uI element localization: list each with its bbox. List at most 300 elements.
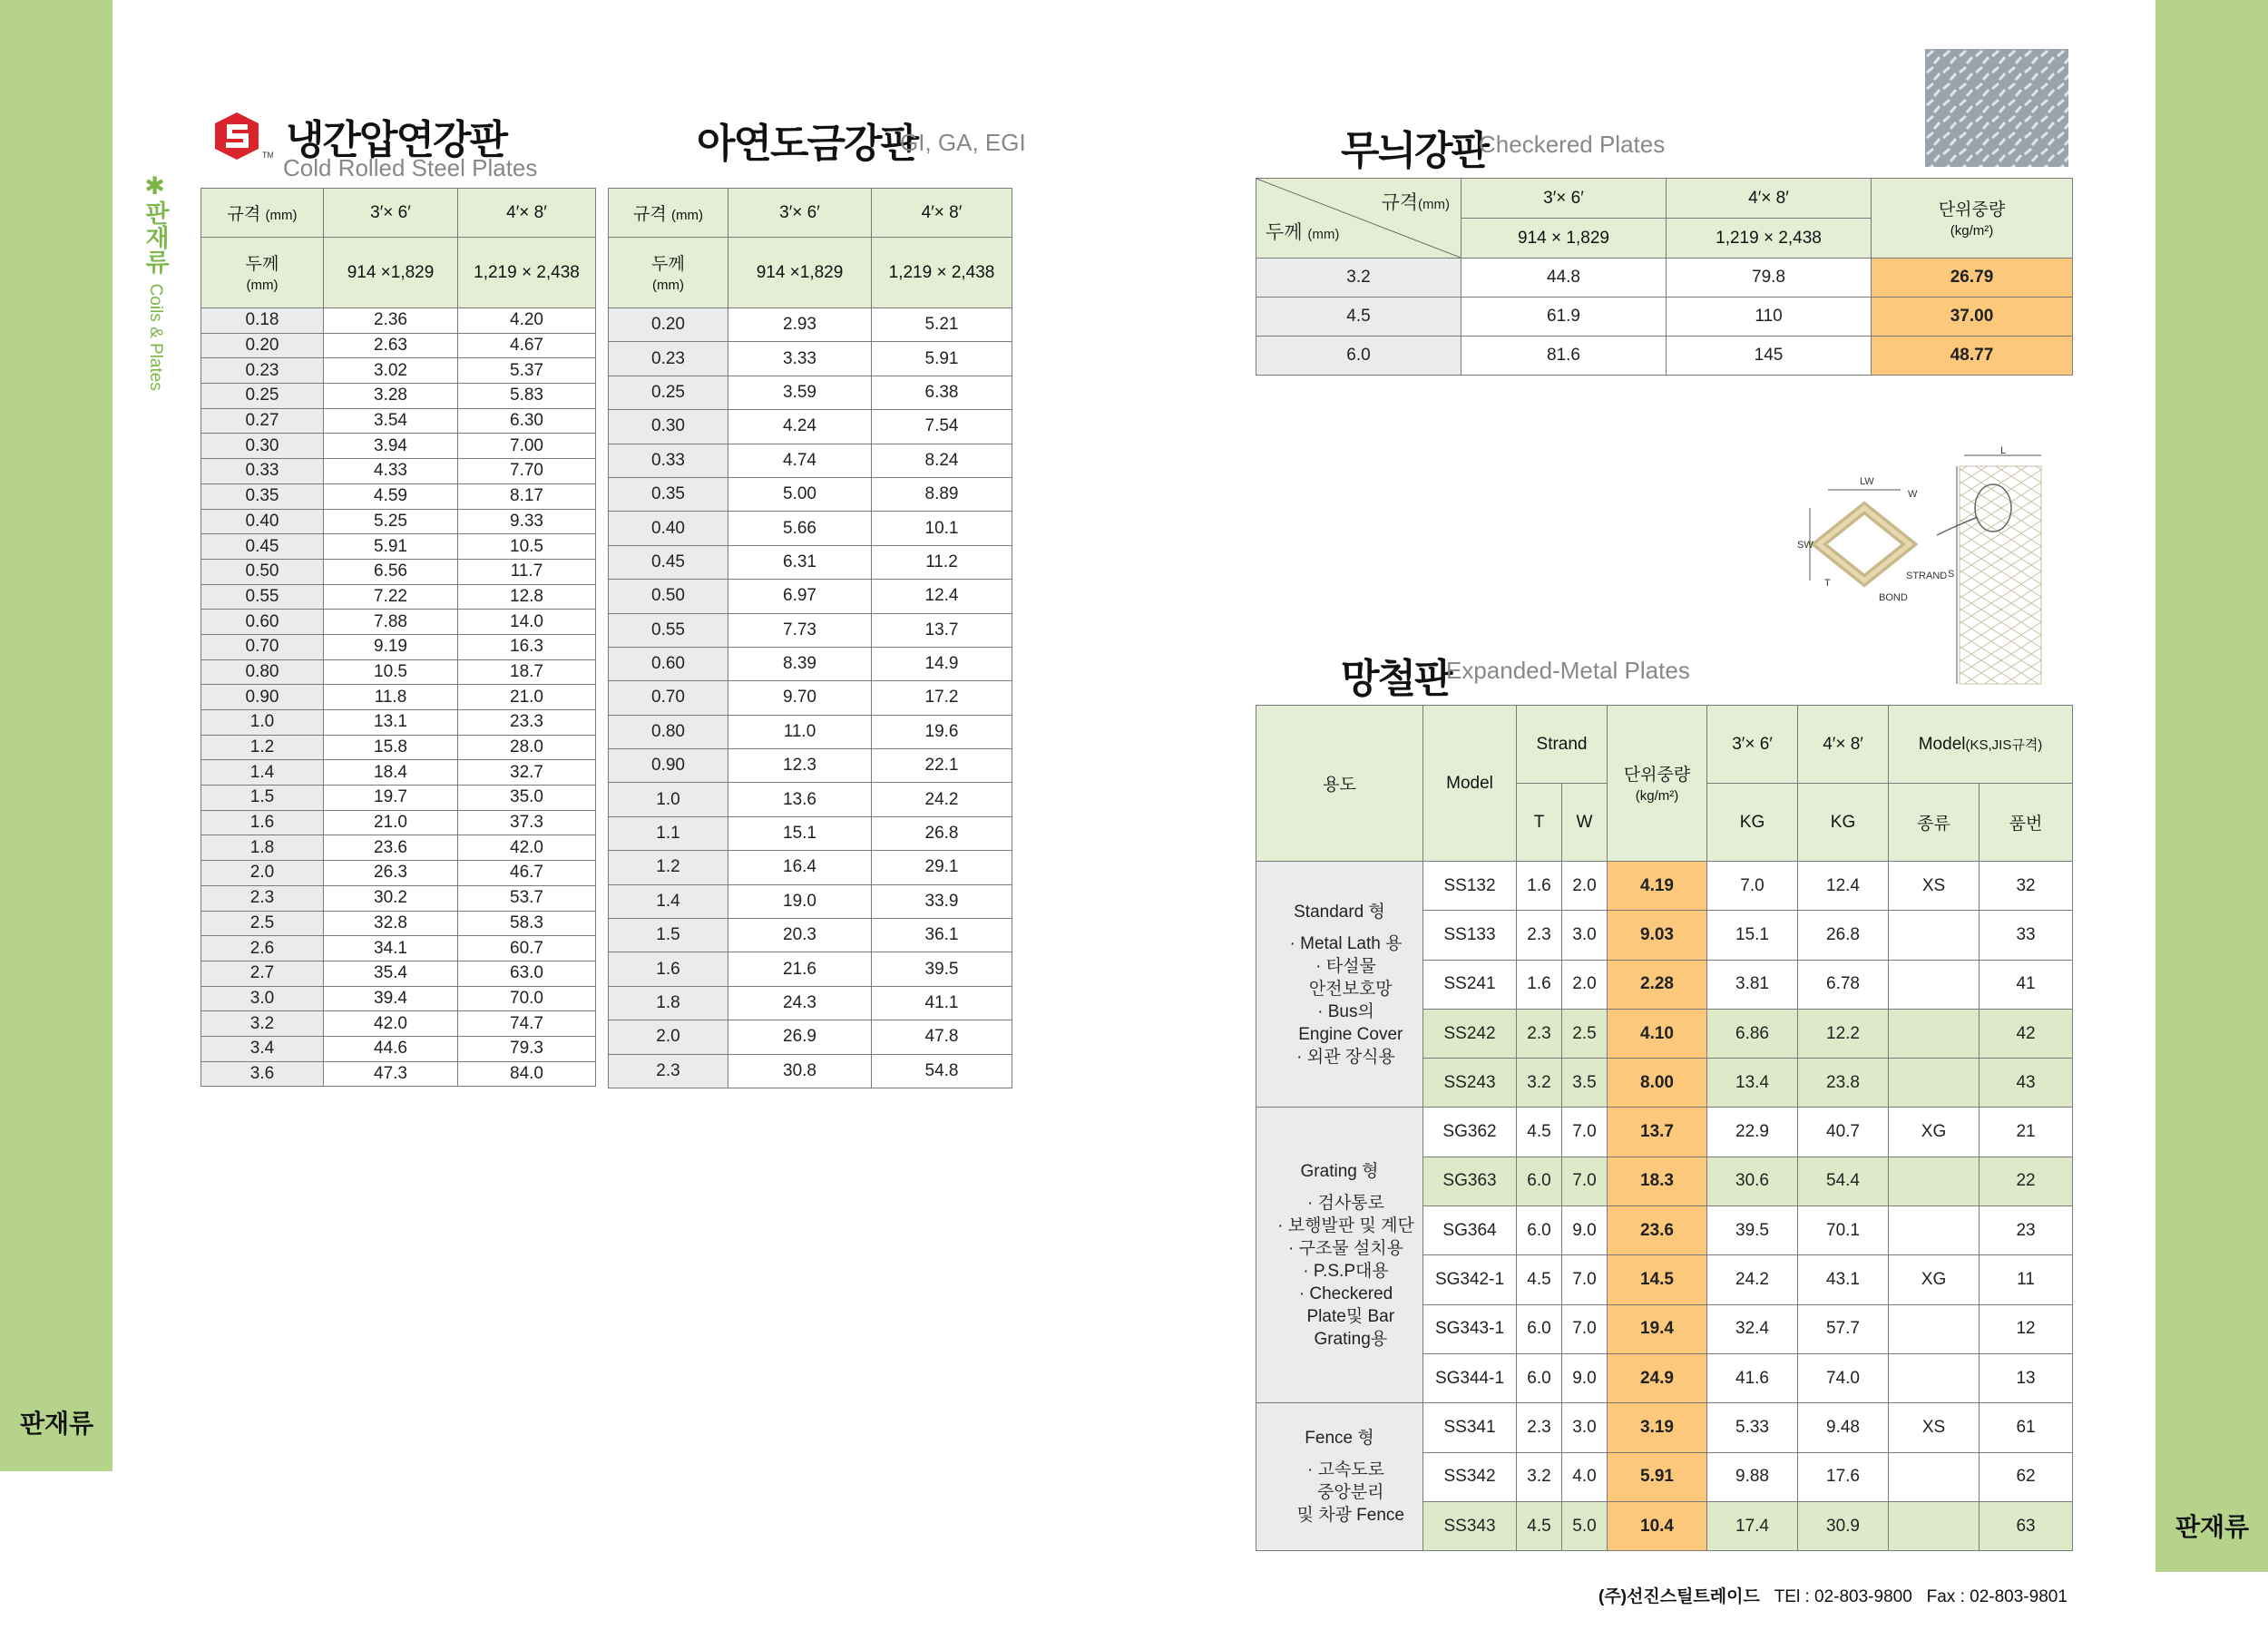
weight-4x8-cell: 13.7 [872, 613, 1012, 647]
kind-cell: XS [1889, 1403, 1980, 1452]
strand-t-cell: 1.6 [1517, 960, 1562, 1009]
use-group-line: 중앙분리 [1307, 1483, 1384, 1503]
thickness-cell: 0.23 [609, 342, 728, 376]
table-row [201, 459, 596, 484]
strand-w-cell: 3.0 [1562, 1403, 1608, 1452]
table-row [201, 610, 596, 635]
weight-3x6-cell: 15.8 [324, 735, 458, 760]
weight-3x6-cell: 15.1 [728, 816, 872, 850]
table-row [1256, 1403, 2073, 1452]
part-no-cell: 22 [1980, 1157, 2073, 1205]
weight-3x6-cell: 12.3 [728, 749, 872, 783]
thickness-cell: 0.80 [201, 659, 324, 685]
weight-3x6-cell: 26.3 [324, 861, 458, 886]
unit-weight-cell: 8.00 [1608, 1059, 1707, 1108]
use-group-line: · 타설물 [1315, 956, 1376, 976]
weight-3x6-cell: 16.4 [728, 851, 872, 884]
thickness-cell: 0.25 [609, 376, 728, 409]
weight-4x8-cell: 5.83 [458, 384, 596, 409]
weight-4x8-cell: 33.9 [872, 884, 1012, 918]
header-size-4x8: 4′× 8′ [458, 189, 596, 238]
kg-4x8-cell: 70.1 [1798, 1206, 1889, 1255]
part-no-cell: 41 [1980, 960, 2073, 1009]
kg-3x6-cell: 30.6 [1707, 1157, 1798, 1205]
model-cell: SS243 [1423, 1059, 1517, 1108]
table-row [201, 559, 596, 584]
weight-4x8-cell: 36.1 [872, 919, 1012, 952]
svg-text:TM: TM [262, 151, 273, 160]
header-unit-weight: 단위중량 (kg/m²) [1872, 179, 2073, 259]
thickness-cell: 1.6 [201, 810, 324, 835]
unit-weight-cell: 4.19 [1608, 862, 1707, 911]
unit-weight-cell: 37.00 [1872, 298, 2073, 337]
table-row [609, 952, 1012, 986]
thickness-cell: 0.30 [609, 410, 728, 444]
weight-3x6-cell: 26.9 [728, 1020, 872, 1054]
part-no-cell: 63 [1980, 1501, 2073, 1550]
header-dim-2: 1,219 × 2,438 [872, 238, 1012, 308]
weight-3x6-cell: 6.56 [324, 559, 458, 584]
weight-4x8-cell: 14.0 [458, 610, 596, 635]
kind-cell [1889, 1009, 1980, 1058]
galvanized-title: 아연도금강판 [697, 122, 918, 166]
part-no-cell: 32 [1980, 862, 2073, 911]
weight-4x8-cell: 18.7 [458, 659, 596, 685]
header-size-4x8: 4′× 8′ [1798, 706, 1889, 784]
weight-4x8-cell: 53.7 [458, 885, 596, 911]
use-group-line: · Bus의 [1317, 1001, 1374, 1021]
thickness-cell: 1.1 [609, 816, 728, 850]
thickness-cell: 0.18 [201, 308, 324, 334]
table-row [201, 885, 596, 911]
header-thickness: 두께 (mm) [201, 238, 324, 308]
strand-t-cell: 6.0 [1517, 1353, 1562, 1402]
weight-4x8-cell: 14.9 [872, 647, 1012, 680]
weight-3x6-cell: 42.0 [324, 1011, 458, 1037]
checkered-table [1256, 178, 2073, 376]
strand-t-cell: 6.0 [1517, 1157, 1562, 1205]
weight-4x8-cell: 12.4 [872, 580, 1012, 613]
unit-weight-cell: 5.91 [1608, 1452, 1707, 1501]
model-cell: SG363 [1423, 1157, 1517, 1205]
weight-4x8-cell: 84.0 [458, 1061, 596, 1087]
thickness-cell: 0.80 [609, 715, 728, 748]
part-no-cell: 42 [1980, 1009, 2073, 1058]
kg-3x6-cell: 9.88 [1707, 1452, 1798, 1501]
table-row [201, 1061, 596, 1087]
table-row [609, 783, 1012, 816]
kind-cell: XS [1889, 862, 1980, 911]
part-no-cell: 62 [1980, 1452, 2073, 1501]
thickness-cell: 0.55 [201, 584, 324, 610]
strand-t-cell: 2.3 [1517, 1403, 1562, 1452]
kind-cell [1889, 1059, 1980, 1108]
weight-4x8-cell: 42.0 [458, 835, 596, 861]
use-group-line: · Metal Lath 용 [1289, 933, 1403, 953]
weight-3x6-cell: 20.3 [728, 919, 872, 952]
label-sw: SW [1797, 540, 1813, 551]
thickness-cell: 2.0 [201, 861, 324, 886]
checkered-plate-image [1925, 49, 2068, 167]
strand-w-cell: 5.0 [1562, 1501, 1608, 1550]
thickness-cell: 0.45 [609, 545, 728, 579]
kind-cell: XG [1889, 1255, 1980, 1304]
table-row [1256, 1108, 2073, 1157]
weight-3x6-cell: 11.0 [728, 715, 872, 748]
weight-3x6-cell: 19.7 [324, 786, 458, 811]
table-row [609, 580, 1012, 613]
thickness-cell: 1.5 [201, 786, 324, 811]
thickness-cell: 0.20 [609, 308, 728, 342]
weight-4x8-cell: 23.3 [458, 710, 596, 736]
expanded-title: 망철판 [1341, 657, 1452, 701]
kg-3x6-cell: 13.4 [1707, 1059, 1798, 1108]
header-use: 용도 [1256, 706, 1423, 862]
strand-t-cell: 4.5 [1517, 1108, 1562, 1157]
label-w: W [1908, 489, 1918, 500]
kg-3x6-cell: 17.4 [1707, 1501, 1798, 1550]
table-row [609, 816, 1012, 850]
header-dim-1: 914 ×1,829 [728, 238, 872, 308]
weight-3x6-cell: 3.59 [728, 376, 872, 409]
weight-4x8-cell: 21.0 [458, 685, 596, 710]
model-cell: SG344-1 [1423, 1353, 1517, 1402]
weight-3x6-cell: 6.97 [728, 580, 872, 613]
weight-3x6-cell: 30.2 [324, 885, 458, 911]
kg-3x6-cell: 22.9 [1707, 1108, 1798, 1157]
unit-weight-cell: 14.5 [1608, 1255, 1707, 1304]
unit-weight-cell: 19.4 [1608, 1304, 1707, 1353]
thickness-cell: 6.0 [1256, 337, 1461, 376]
table-row [201, 384, 596, 409]
label-lw: LW [1860, 476, 1874, 487]
table-row [609, 1020, 1012, 1054]
table-row [609, 512, 1012, 545]
kg-4x8-cell: 6.78 [1798, 960, 1889, 1009]
thickness-cell: 2.5 [201, 911, 324, 936]
table-row [201, 634, 596, 659]
checkered-title: 무늬강판 [1341, 129, 1489, 173]
weight-3x6-cell: 4.59 [324, 483, 458, 509]
weight-4x8-cell: 4.67 [458, 333, 596, 358]
table-row [201, 584, 596, 610]
weight-4x8-cell: 28.0 [458, 735, 596, 760]
thickness-cell: 0.70 [609, 681, 728, 715]
thickness-cell: 0.35 [609, 477, 728, 511]
header-w: W [1562, 784, 1608, 862]
strand-t-cell: 1.6 [1517, 862, 1562, 911]
strand-w-cell: 2.0 [1562, 960, 1608, 1009]
thickness-cell: 3.2 [1256, 259, 1461, 298]
part-no-cell: 33 [1980, 911, 2073, 960]
company-logo [211, 111, 273, 166]
label-t: T [1824, 578, 1831, 589]
kg-3x6-cell: 7.0 [1707, 862, 1798, 911]
weight-4x8-cell: 60.7 [458, 936, 596, 961]
table-row [609, 715, 1012, 748]
weight-3x6-cell: 24.3 [728, 986, 872, 1020]
table-row [201, 986, 596, 1011]
use-group-title: Fence 형 [1305, 1429, 1374, 1449]
model-cell: SG362 [1423, 1108, 1517, 1157]
table-row [201, 333, 596, 358]
thickness-cell: 2.6 [201, 936, 324, 961]
unit-weight-cell: 4.10 [1608, 1009, 1707, 1058]
thickness-cell: 2.7 [201, 961, 324, 986]
table-row [201, 685, 596, 710]
strand-w-cell: 2.0 [1562, 862, 1608, 911]
unit-weight-cell: 24.9 [1608, 1353, 1707, 1402]
strand-t-cell: 6.0 [1517, 1304, 1562, 1353]
kg-4x8-cell: 30.9 [1798, 1501, 1889, 1550]
weight-3x6-cell: 4.74 [728, 444, 872, 477]
table-row [201, 961, 596, 986]
weight-4x8-cell: 19.6 [872, 715, 1012, 748]
weight-4x8-cell: 5.91 [872, 342, 1012, 376]
table-row [201, 936, 596, 961]
table-row [201, 483, 596, 509]
model-cell: SG342-1 [1423, 1255, 1517, 1304]
weight-4x8-cell: 5.37 [458, 358, 596, 384]
table-row [201, 358, 596, 384]
kind-cell: XG [1889, 1108, 1980, 1157]
use-group-line: · 보행발판 및 계단 [1277, 1215, 1414, 1235]
weight-3x6-cell: 6.31 [728, 545, 872, 579]
right-section-label: 판재류 [2175, 1513, 2250, 1541]
kg-3x6-cell: 5.33 [1707, 1403, 1798, 1452]
weight-3x6-cell: 3.28 [324, 384, 458, 409]
weight-3x6-cell: 34.1 [324, 936, 458, 961]
kind-cell [1889, 911, 1980, 960]
strand-t-cell: 2.3 [1517, 911, 1562, 960]
strand-w-cell: 7.0 [1562, 1157, 1608, 1205]
kind-cell [1889, 1206, 1980, 1255]
table-row [201, 308, 596, 334]
kg-4x8-cell: 40.7 [1798, 1108, 1889, 1157]
model-cell: SS241 [1423, 960, 1517, 1009]
kind-cell [1889, 960, 1980, 1009]
weight-4x8-cell: 26.8 [872, 816, 1012, 850]
weight-3x6-cell: 4.33 [324, 459, 458, 484]
weight-3x6-cell: 32.8 [324, 911, 458, 936]
weight-3x6-cell: 3.94 [324, 434, 458, 459]
table-row [609, 308, 1012, 342]
table-row [609, 919, 1012, 952]
header-model-ks: Model(KS,JIS규격) [1889, 706, 2073, 784]
header-model: Model [1423, 706, 1517, 862]
use-group-line: 안전보호망 [1299, 979, 1393, 999]
thickness-cell: 1.5 [609, 919, 728, 952]
expanded-subtitle: Expanded-Metal Plates [1446, 657, 1690, 684]
header-spec-thickness: 규격(mm) 두께 (mm) [1256, 179, 1461, 259]
weight-3x6-cell: 3.02 [324, 358, 458, 384]
table-row [609, 681, 1012, 715]
galvanized-subtitle: GI, GA, EGI [900, 129, 1026, 156]
thickness-cell: 0.40 [609, 512, 728, 545]
header-size-3x6: 3′× 6′ [1707, 706, 1798, 784]
footer-fax: Fax : 02-803-9801 [1926, 1587, 2068, 1606]
kg-4x8-cell: 12.4 [1798, 862, 1889, 911]
thickness-cell: 1.2 [609, 851, 728, 884]
weight-4x8-cell: 9.33 [458, 509, 596, 534]
unit-weight-cell: 18.3 [1608, 1157, 1707, 1205]
strand-w-cell: 7.0 [1562, 1255, 1608, 1304]
unit-weight-cell: 23.6 [1608, 1206, 1707, 1255]
thickness-cell: 3.6 [201, 1061, 324, 1087]
use-group-line: 및 차광 Fence [1287, 1506, 1404, 1526]
table-row [201, 534, 596, 560]
weight-3x6-cell: 4.24 [728, 410, 872, 444]
thickness-cell: 0.70 [201, 634, 324, 659]
table-row [201, 1011, 596, 1037]
weight-3x6-cell: 18.4 [324, 760, 458, 786]
weight-4x8-cell: 6.30 [458, 408, 596, 434]
model-cell: SG364 [1423, 1206, 1517, 1255]
weight-3x6-cell: 2.63 [324, 333, 458, 358]
galvanized-table [608, 188, 1012, 1088]
thickness-cell: 0.55 [609, 613, 728, 647]
weight-3x6-cell: 7.22 [324, 584, 458, 610]
left-sidebar [0, 0, 112, 1471]
weight-4x8-cell: 5.21 [872, 308, 1012, 342]
strand-w-cell: 3.0 [1562, 911, 1608, 960]
weight-4x8-cell: 58.3 [458, 911, 596, 936]
thickness-cell: 0.33 [609, 444, 728, 477]
kind-cell [1889, 1157, 1980, 1205]
table-row [609, 376, 1012, 409]
kind-cell [1889, 1353, 1980, 1402]
footer-tel: TEl : 02-803-9800 [1774, 1587, 1912, 1606]
weight-3x6-cell: 8.39 [728, 647, 872, 680]
table-row [609, 749, 1012, 783]
thickness-cell: 0.40 [201, 509, 324, 534]
weight-3x6-cell: 3.33 [728, 342, 872, 376]
part-no-cell: 21 [1980, 1108, 2073, 1157]
kg-4x8-cell: 17.6 [1798, 1452, 1889, 1501]
label-s: S [1948, 569, 1955, 580]
thickness-cell: 1.0 [609, 783, 728, 816]
weight-3x6-cell: 9.19 [324, 634, 458, 659]
table-row [609, 851, 1012, 884]
weight-4x8-cell: 8.17 [458, 483, 596, 509]
weight-3x6-cell: 61.9 [1461, 298, 1667, 337]
weight-4x8-cell: 11.2 [872, 545, 1012, 579]
kind-cell [1889, 1452, 1980, 1501]
part-no-cell: 61 [1980, 1403, 2073, 1452]
weight-4x8-cell: 39.5 [872, 952, 1012, 986]
strand-w-cell: 2.5 [1562, 1009, 1608, 1058]
weight-4x8-cell: 7.54 [872, 410, 1012, 444]
kg-3x6-cell: 39.5 [1707, 1206, 1798, 1255]
header-unit-weight: 단위중량 (kg/m²) [1608, 706, 1707, 862]
header-kg-1: KG [1707, 784, 1798, 862]
thickness-cell: 1.0 [201, 710, 324, 736]
weight-4x8-cell: 8.24 [872, 444, 1012, 477]
weight-4x8-cell: 7.00 [458, 434, 596, 459]
weight-4x8-cell: 110 [1667, 298, 1872, 337]
table-row [201, 810, 596, 835]
weight-4x8-cell: 22.1 [872, 749, 1012, 783]
weight-4x8-cell: 17.2 [872, 681, 1012, 715]
use-group-line: · 검사통로 [1306, 1193, 1385, 1213]
table-row [201, 408, 596, 434]
use-group-cell [1256, 862, 1423, 1108]
table-row [609, 444, 1012, 477]
header-dim-2: 1,219 × 2,438 [458, 238, 596, 308]
footer-company: (주)선진스틸트레이드 [1598, 1587, 1760, 1606]
header-thickness: 두께 (mm) [609, 238, 728, 308]
weight-4x8-cell: 35.0 [458, 786, 596, 811]
kg-4x8-cell: 54.4 [1798, 1157, 1889, 1205]
use-group-line: · P.S.P대용 [1303, 1261, 1389, 1281]
strand-t-cell: 4.5 [1517, 1501, 1562, 1550]
header-spec: 규격 (mm) [201, 189, 324, 238]
weight-3x6-cell: 30.8 [728, 1054, 872, 1088]
weight-3x6-cell: 11.8 [324, 685, 458, 710]
table-row [609, 477, 1012, 511]
strand-w-cell: 9.0 [1562, 1353, 1608, 1402]
table-row [609, 986, 1012, 1020]
thickness-cell: 0.35 [201, 483, 324, 509]
header-size-4x8: 4′× 8′ [872, 189, 1012, 238]
thickness-cell: 2.3 [201, 885, 324, 911]
label-bond: BOND [1879, 592, 1908, 603]
use-group-line: · 고속도로 [1306, 1460, 1385, 1480]
use-group-line: · 구조물 설치용 [1287, 1238, 1403, 1258]
weight-4x8-cell: 145 [1667, 337, 1872, 376]
weight-3x6-cell: 23.6 [324, 835, 458, 861]
weight-4x8-cell: 6.38 [872, 376, 1012, 409]
use-group-title: Grating 형 [1300, 1161, 1379, 1181]
right-sidebar [2156, 0, 2268, 1572]
weight-4x8-cell: 16.3 [458, 634, 596, 659]
weight-4x8-cell: 63.0 [458, 961, 596, 986]
thickness-cell: 1.4 [609, 884, 728, 918]
kg-4x8-cell: 12.2 [1798, 1009, 1889, 1058]
left-section-label: 판재류 [20, 1410, 94, 1438]
table-row [201, 911, 596, 936]
table-row [201, 1036, 596, 1061]
unit-weight-cell: 48.77 [1872, 337, 2073, 376]
expanded-metal-table [1256, 705, 2073, 1551]
thickness-cell: 2.3 [609, 1054, 728, 1088]
strand-t-cell: 3.2 [1517, 1059, 1562, 1108]
weight-3x6-cell: 7.73 [728, 613, 872, 647]
thickness-cell: 3.0 [201, 986, 324, 1011]
weight-4x8-cell: 79.8 [1667, 259, 1872, 298]
header-size-3x6: 3′× 6′ [1461, 179, 1667, 219]
part-no-cell: 23 [1980, 1206, 2073, 1255]
strand-w-cell: 7.0 [1562, 1304, 1608, 1353]
table-row [609, 545, 1012, 579]
thickness-cell: 0.25 [201, 384, 324, 409]
weight-3x6-cell: 21.0 [324, 810, 458, 835]
table-row [609, 342, 1012, 376]
header-t: T [1517, 784, 1562, 862]
cold-rolled-title: 냉간압연강판 [286, 118, 507, 162]
footer-contact [1598, 1583, 2068, 1607]
label-strand: STRAND [1906, 571, 1948, 581]
kind-cell [1889, 1501, 1980, 1550]
weight-3x6-cell: 35.4 [324, 961, 458, 986]
table-row [201, 735, 596, 760]
weight-3x6-cell: 47.3 [324, 1061, 458, 1087]
header-part-no: 품번 [1980, 784, 2073, 862]
table-row [1256, 862, 2073, 911]
kg-3x6-cell: 24.2 [1707, 1255, 1798, 1304]
weight-4x8-cell: 12.8 [458, 584, 596, 610]
part-no-cell: 11 [1980, 1255, 2073, 1304]
